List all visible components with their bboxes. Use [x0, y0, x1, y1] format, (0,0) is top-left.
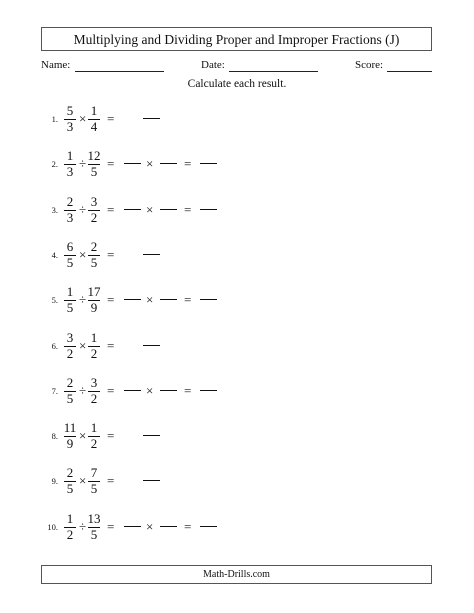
- answer-blank[interactable]: [143, 345, 160, 346]
- equals-sign: =: [107, 111, 115, 126]
- answer-blank[interactable]: [200, 163, 217, 164]
- first-fraction: [62, 149, 78, 179]
- numerator: 2: [66, 465, 74, 481]
- answer-blank[interactable]: [143, 435, 160, 436]
- problem-number: 7.: [51, 385, 58, 396]
- problem-row: [0, 466, 474, 506]
- name-field[interactable]: [75, 71, 164, 72]
- denominator: 2: [66, 526, 74, 542]
- numerator: 13: [87, 510, 101, 526]
- answer-blank[interactable]: [124, 390, 141, 391]
- equals-sign: =: [107, 428, 115, 444]
- answer-blank[interactable]: [143, 480, 160, 481]
- problem-row: [0, 331, 474, 371]
- answer-blank[interactable]: [124, 163, 141, 164]
- problem-number: 8.: [51, 431, 58, 442]
- multiply-sign: ×: [79, 111, 87, 126]
- footer-box: [41, 565, 432, 584]
- numerator: 12: [87, 148, 101, 164]
- equals-sign: =: [107, 473, 115, 489]
- multiply-sign: ×: [146, 518, 154, 534]
- equals-sign: =: [184, 518, 192, 534]
- worksheet-title: Multiplying and Dividing Proper and Improper Fractions (J): [73, 32, 400, 47]
- multiply-sign: ×: [79, 473, 87, 489]
- answer-blank[interactable]: [160, 163, 177, 164]
- numerator: 2: [66, 193, 74, 209]
- worksheet-title-box: [41, 27, 432, 51]
- date-label: Date:: [201, 59, 225, 71]
- problem-row: [0, 104, 474, 144]
- multiply-sign: ×: [146, 201, 154, 217]
- denominator: 9: [90, 300, 98, 316]
- denominator: 9: [66, 436, 74, 452]
- numerator: 7: [90, 465, 98, 481]
- denominator: 5: [66, 254, 74, 270]
- denominator: 5: [66, 390, 74, 406]
- numerator: 2: [66, 374, 74, 390]
- first-fraction: [62, 331, 78, 361]
- score-field[interactable]: [387, 71, 432, 72]
- problem-row: [0, 285, 474, 325]
- second-fraction: [86, 285, 102, 315]
- equals-sign: =: [107, 292, 115, 308]
- denominator: 3: [66, 209, 74, 225]
- numerator: 6: [66, 238, 74, 254]
- answer-blank[interactable]: [160, 209, 177, 210]
- score-label: Score:: [355, 59, 384, 71]
- denominator: 2: [66, 345, 74, 361]
- equals-sign: =: [107, 518, 115, 534]
- answer-blank[interactable]: [124, 209, 141, 210]
- divide-sign: ÷: [79, 382, 87, 398]
- date-field[interactable]: [229, 71, 318, 72]
- denominator: 5: [90, 481, 98, 497]
- first-fraction: [62, 240, 78, 270]
- problem-row: [0, 195, 474, 235]
- first-fraction: [62, 104, 78, 134]
- divide-sign: ÷: [79, 292, 87, 308]
- answer-blank[interactable]: [200, 209, 217, 210]
- first-fraction: [62, 195, 78, 225]
- answer-blank[interactable]: [124, 526, 141, 527]
- denominator: 2: [90, 390, 98, 406]
- multiply-sign: ×: [146, 156, 154, 172]
- problem-number: 1.: [51, 114, 58, 124]
- equals-sign: =: [107, 246, 115, 262]
- denominator: 3: [66, 119, 74, 134]
- numerator: 1: [90, 329, 98, 345]
- multiply-sign: ×: [146, 382, 154, 398]
- first-fraction: [62, 512, 78, 542]
- denominator: 5: [90, 526, 98, 542]
- problem-row: [0, 376, 474, 416]
- multiply-sign: ×: [79, 246, 87, 262]
- problem-number: 3.: [51, 204, 58, 215]
- numerator: 3: [66, 329, 74, 345]
- problem-row: [0, 240, 474, 280]
- second-fraction: [86, 512, 102, 542]
- answer-blank[interactable]: [160, 390, 177, 391]
- equals-sign: =: [184, 156, 192, 172]
- problem-number: 10.: [47, 521, 58, 532]
- answer-blank[interactable]: [200, 299, 217, 300]
- answer-blank[interactable]: [160, 299, 177, 300]
- answer-blank[interactable]: [143, 118, 160, 119]
- problem-row: [0, 421, 474, 461]
- multiply-sign: ×: [79, 337, 87, 353]
- answer-blank[interactable]: [200, 526, 217, 527]
- second-fraction: [86, 195, 102, 225]
- name-label: Name:: [41, 59, 71, 71]
- answer-blank[interactable]: [160, 526, 177, 527]
- problem-number: 6.: [51, 340, 58, 351]
- denominator: 2: [90, 436, 98, 452]
- problem-row: [0, 149, 474, 189]
- problem-number: 2.: [51, 159, 58, 170]
- equals-sign: =: [107, 382, 115, 398]
- divide-sign: ÷: [79, 518, 87, 534]
- numerator: 17: [87, 284, 101, 300]
- denominator: 3: [66, 164, 74, 180]
- numerator: 1: [66, 148, 74, 164]
- equals-sign: =: [184, 292, 192, 308]
- numerator: 1: [90, 103, 98, 118]
- second-fraction: [86, 149, 102, 179]
- denominator: 5: [90, 254, 98, 270]
- first-fraction: [62, 421, 78, 451]
- footer-text: Math-Drills.com: [203, 569, 270, 580]
- denominator: 2: [90, 209, 98, 225]
- second-fraction: [86, 240, 102, 270]
- first-fraction: [62, 285, 78, 315]
- multiply-sign: ×: [79, 428, 87, 444]
- second-fraction: [86, 466, 102, 496]
- equals-sign: =: [184, 201, 192, 217]
- denominator: 5: [90, 164, 98, 180]
- numerator: 11: [63, 420, 77, 436]
- divide-sign: ÷: [79, 156, 87, 172]
- problem-number: 5.: [51, 295, 58, 306]
- numerator: 1: [90, 420, 98, 436]
- problem-row: [0, 512, 474, 552]
- numerator: 5: [66, 103, 74, 118]
- answer-blank[interactable]: [143, 254, 160, 255]
- equals-sign: =: [107, 337, 115, 353]
- denominator: 4: [90, 119, 98, 134]
- second-fraction: [86, 331, 102, 361]
- second-fraction: [86, 376, 102, 406]
- answer-blank[interactable]: [200, 390, 217, 391]
- second-fraction: [86, 104, 102, 134]
- numerator: 1: [66, 510, 74, 526]
- numerator: 3: [90, 193, 98, 209]
- first-fraction: [62, 466, 78, 496]
- problem-number: 4.: [51, 249, 58, 260]
- denominator: 5: [66, 300, 74, 316]
- equals-sign: =: [107, 156, 115, 172]
- denominator: 2: [90, 345, 98, 361]
- numerator: 1: [66, 284, 74, 300]
- equals-sign: =: [107, 201, 115, 217]
- denominator: 5: [66, 481, 74, 497]
- answer-blank[interactable]: [124, 299, 141, 300]
- multiply-sign: ×: [146, 292, 154, 308]
- problem-number: 9.: [51, 476, 58, 487]
- numerator: 2: [90, 238, 98, 254]
- second-fraction: [86, 421, 102, 451]
- equals-sign: =: [184, 382, 192, 398]
- numerator: 3: [90, 374, 98, 390]
- divide-sign: ÷: [79, 201, 87, 217]
- instructions: Calculate each result.: [187, 78, 287, 90]
- first-fraction: [62, 376, 78, 406]
